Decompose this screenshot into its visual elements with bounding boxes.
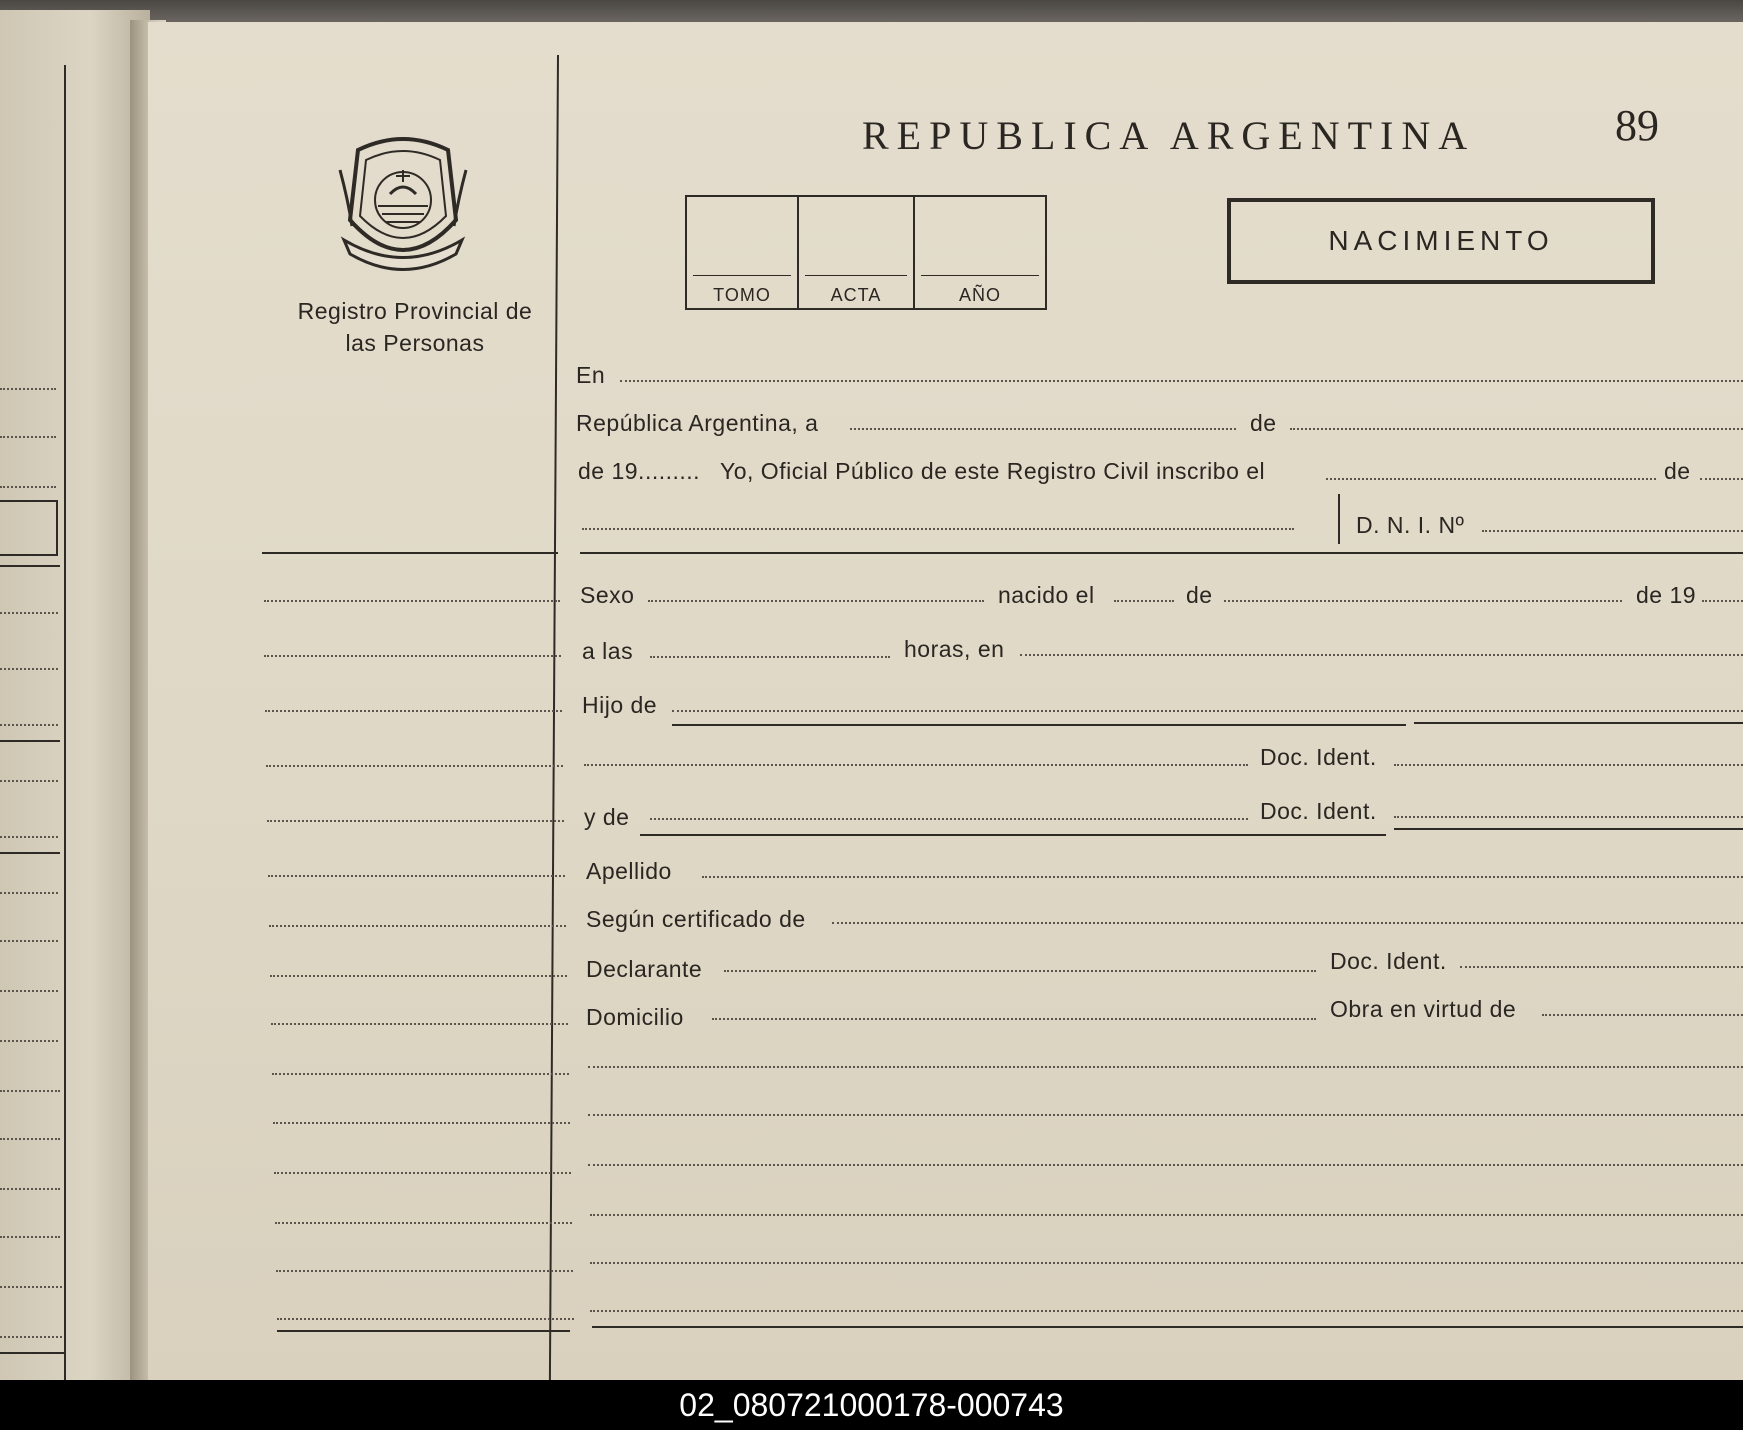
margin-note-line[interactable]: [264, 600, 560, 602]
margin-note-line[interactable]: [277, 1318, 574, 1320]
previous-page-line: [0, 836, 58, 838]
de-label: de: [1250, 410, 1277, 436]
book-top-edge: [0, 0, 1743, 22]
margin-note-line[interactable]: [273, 1122, 570, 1124]
tomo-cell[interactable]: [687, 197, 799, 308]
previous-page-line: [0, 1188, 60, 1190]
birth-year-field[interactable]: [1702, 600, 1743, 602]
previous-page-line: [0, 486, 56, 488]
mother-doc-field[interactable]: [1394, 816, 1743, 818]
country-title: REPUBLICA ARGENTINA: [862, 113, 1476, 158]
image-id: 02_080721000178-000743: [679, 1387, 1064, 1423]
previous-page-line: [0, 940, 58, 942]
nacido-label: nacido el: [998, 582, 1095, 608]
declarante-label: Declarante: [586, 956, 703, 982]
previous-page-box: [0, 500, 58, 556]
father-name-field[interactable]: [584, 764, 1248, 766]
y-de-label: y de: [584, 804, 630, 830]
inscription-field[interactable]: [1326, 478, 1656, 480]
margin-rule: [277, 1330, 570, 1332]
a-las-label: a las: [582, 638, 634, 664]
month-field[interactable]: [1290, 428, 1743, 430]
previous-page-line: [0, 1138, 60, 1140]
anio-rule: [921, 275, 1039, 276]
previous-page: [0, 10, 150, 1380]
acta-rule: [805, 275, 907, 276]
dni-label: D. N. I. Nº: [1356, 512, 1465, 538]
hour-field[interactable]: [650, 656, 890, 658]
act-type-label: NACIMIENTO: [1328, 225, 1554, 256]
margin-note-line[interactable]: [270, 975, 567, 977]
en-label: En: [576, 362, 606, 388]
notes-line[interactable]: [590, 1310, 1743, 1312]
obra-field[interactable]: [1542, 1014, 1743, 1016]
mother-field[interactable]: [650, 818, 1248, 820]
margin-note-line[interactable]: [265, 710, 562, 712]
yo-oficial-text: Yo, Oficial Público de este Registro Civil inscribo el: [720, 458, 1266, 484]
previous-page-margin-line: [64, 65, 66, 1380]
anio-label: AÑO: [958, 285, 1001, 305]
mother-doc-rule: [1394, 828, 1743, 830]
provincial-seal: [338, 130, 468, 275]
previous-page-line: [0, 990, 58, 992]
page-number: 89: [1615, 101, 1659, 150]
registry-name: Registro Provincial de las Personas: [297, 298, 533, 356]
margin-note-line[interactable]: [274, 1172, 571, 1174]
previous-page-line: [0, 668, 58, 670]
margin-note-line[interactable]: [264, 655, 561, 657]
margin-note-line[interactable]: [276, 1270, 573, 1272]
previous-page-line: [0, 1236, 60, 1238]
sexo-label: Sexo: [580, 582, 635, 608]
previous-page-line: [0, 436, 56, 438]
notes-line[interactable]: [590, 1262, 1743, 1264]
previous-page-line: [0, 1090, 60, 1092]
certificado-field[interactable]: [832, 922, 1743, 924]
domicilio-label: Domicilio: [586, 1004, 684, 1030]
father-doc-field[interactable]: [1394, 764, 1743, 766]
margin-rule: [262, 552, 558, 554]
tomo-label: TOMO: [713, 285, 771, 305]
previous-page-line: [0, 724, 58, 726]
margin-note-line[interactable]: [269, 925, 566, 927]
year-label: de 19.........: [578, 458, 701, 484]
previous-page-rule: [0, 1352, 64, 1354]
previous-page-rule: [0, 852, 60, 854]
act-type-box: [1227, 198, 1655, 284]
sexo-field[interactable]: [648, 600, 984, 602]
father-rule-right: [1414, 722, 1743, 724]
republica-label: República Argentina, a: [576, 410, 819, 436]
apellido-label: Apellido: [586, 858, 672, 884]
previous-page-line: [0, 892, 58, 894]
declarante-field[interactable]: [724, 970, 1316, 972]
birth-month-field[interactable]: [1224, 600, 1622, 602]
en-field[interactable]: [620, 380, 1743, 382]
previous-page-line: [0, 388, 56, 390]
previous-page-rule: [0, 565, 60, 567]
mother-rule: [640, 834, 1386, 836]
image-id-bar: [0, 1380, 1743, 1430]
margin-note-line[interactable]: [271, 1023, 568, 1025]
notes-line[interactable]: [588, 1114, 1743, 1116]
margin-note-line[interactable]: [266, 765, 563, 767]
acta-label: ACTA: [830, 285, 882, 305]
declarante-doc-label: Doc. Ident.: [1330, 948, 1447, 974]
previous-page-line: [0, 1336, 62, 1338]
birth-year-label: de 19: [1636, 582, 1697, 608]
dni-field[interactable]: [1482, 530, 1743, 532]
day-field[interactable]: [850, 428, 1236, 430]
mother-doc-label: Doc. Ident.: [1260, 798, 1377, 824]
previous-page-line: [0, 780, 58, 782]
notes-line[interactable]: [588, 1066, 1743, 1068]
domicilio-field[interactable]: [712, 1018, 1316, 1020]
margin-note-line[interactable]: [275, 1222, 572, 1224]
hijo-de-label: Hijo de: [582, 692, 658, 718]
father-doc-label: Doc. Ident.: [1260, 744, 1377, 770]
previous-page-rule: [0, 740, 60, 742]
previous-page-line: [0, 1040, 58, 1042]
form-bottom-rule: [592, 1326, 1743, 1328]
father-rule: [672, 724, 1406, 726]
section-rule: [580, 552, 1743, 554]
tomo-rule: [693, 275, 791, 276]
segun-label: Según certificado de: [586, 906, 806, 932]
horas-en-label: horas, en: [904, 636, 1005, 662]
margin-note-line[interactable]: [268, 875, 565, 877]
dni-divider: [1338, 494, 1340, 544]
previous-page-line: [0, 612, 58, 614]
father-field[interactable]: [672, 710, 1743, 712]
obra-label: Obra en virtud de: [1330, 996, 1517, 1022]
apellido-field[interactable]: [702, 876, 1743, 878]
notes-line[interactable]: [588, 1164, 1743, 1166]
margin-note-line[interactable]: [272, 1073, 569, 1075]
previous-page-line: [0, 1286, 62, 1288]
declarante-doc-field[interactable]: [1460, 966, 1743, 968]
margin-note-line[interactable]: [267, 820, 564, 822]
birth-day-field[interactable]: [1114, 600, 1174, 602]
notes-line[interactable]: [590, 1214, 1743, 1216]
name-field[interactable]: [582, 528, 1294, 530]
inscription-month-field[interactable]: [1700, 478, 1743, 480]
record-number-box: [685, 195, 1047, 310]
acta-cell[interactable]: [799, 197, 915, 308]
birthplace-field[interactable]: [1020, 654, 1743, 656]
anio-cell[interactable]: [915, 197, 1045, 308]
de-label: de: [1186, 582, 1213, 608]
de-label: de: [1664, 458, 1691, 484]
